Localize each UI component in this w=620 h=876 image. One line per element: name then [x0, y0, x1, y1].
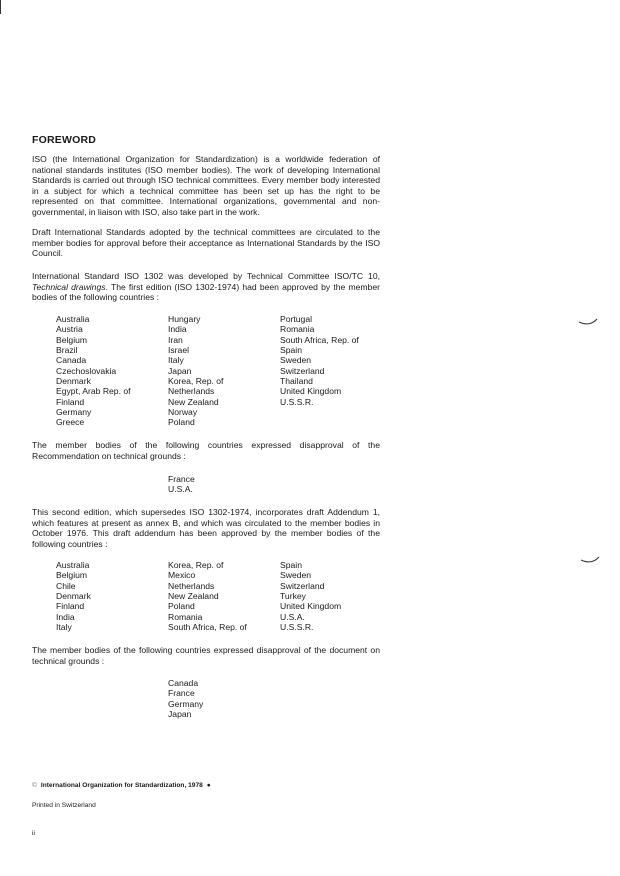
- country-item: United Kingdom: [280, 386, 342, 397]
- country-item: Switzerland: [280, 365, 325, 376]
- country-item: Netherlands: [168, 580, 215, 591]
- country-item: Egypt, Arab Rep. of: [56, 386, 131, 397]
- paragraph-draft-standards: Draft International Standards adopted by the technical committees are circulated to the member bodies for approval before their acceptance as International Standards by the ISO Council.: [32, 227, 380, 259]
- country-item: Iran: [168, 334, 183, 345]
- country-item: Romania: [168, 611, 203, 622]
- country-item: Korea, Rep. of: [168, 376, 224, 387]
- country-item: Austria: [56, 324, 83, 335]
- country-item: Spain: [280, 560, 302, 570]
- country-item: Sweden: [280, 355, 312, 366]
- paragraph-iso-intro: ISO (the International Organization for Standardization) is a worldwide federation of national standards institutes (ISO member bodies). The work of developing International Standards is carried out through ISO technical committees. Every member body interested in a subject for which a technical committee has been set up has the right to be represented on that committee. International organizations, governmental and non-governmental, in liaison with ISO, also take part in the work.: [32, 154, 380, 217]
- scan-edge-mark: [578, 318, 598, 326]
- country-item: Mexico: [168, 570, 196, 581]
- country-item: India: [56, 611, 75, 622]
- copyright-icon: ©: [32, 782, 37, 789]
- country-item: Belgium: [56, 334, 88, 345]
- country-item: France: [168, 688, 195, 699]
- country-item: Netherlands: [168, 386, 215, 397]
- country-item: Korea, Rep. of: [168, 560, 224, 570]
- scan-edge-mark: [580, 556, 600, 564]
- country-item: Canada: [168, 678, 199, 688]
- country-item: Denmark: [56, 376, 91, 387]
- country-item: U.S.S.R.: [280, 396, 314, 407]
- country-item: United Kingdom: [280, 601, 342, 612]
- country-item: Japan: [168, 709, 192, 720]
- country-item: Japan: [168, 365, 192, 376]
- country-item: Switzerland: [280, 580, 325, 591]
- country-item: Germany: [168, 698, 204, 709]
- country-item: Denmark: [56, 591, 91, 602]
- country-item: Norway: [168, 407, 198, 418]
- country-item: Thailand: [280, 376, 313, 387]
- country-item: Italy: [168, 355, 184, 366]
- paragraph-development: International Standard ISO 1302 was developed by Technical Committee ISO/TC 10, Technical drawings. The first edition (ISO 1302-1974) had been approved by the member bodies of the following countries :: [32, 271, 380, 303]
- disapproval-list-addendum: [168, 678, 203, 720]
- country-item: Romania: [280, 324, 315, 335]
- country-item: Brazil: [56, 345, 78, 356]
- paragraph-disapproval-1974: The member bodies of the following countries expressed disapproval of the Recommendation on technical grounds :: [32, 440, 380, 461]
- document-page: [32, 0, 382, 876]
- country-column: [168, 560, 247, 632]
- country-item: South Africa, Rep. of: [280, 334, 359, 345]
- country-column: [168, 314, 223, 428]
- country-item: Sweden: [280, 570, 312, 581]
- country-item: U.S.A.: [168, 484, 193, 495]
- paragraph-second-edition: This second edition, which supersedes ISO 1302-1974, incorporates draft Addendum 1, which features at present as annex B, and which was circulated to the member bodies in October 1976. This draft addendum has been approved by the member bodies of the following countries :: [32, 507, 380, 549]
- country-item: Italy: [56, 622, 72, 633]
- country-item: New Zealand: [168, 591, 219, 602]
- country-item: Australia: [56, 314, 90, 324]
- country-item: Poland: [168, 601, 195, 612]
- country-item: Turkey: [280, 591, 306, 602]
- country-item: Hungary: [168, 314, 201, 324]
- country-item: Spain: [280, 345, 302, 356]
- page-title: FOREWORD: [32, 134, 97, 146]
- country-item: Portugal: [280, 314, 313, 324]
- country-item: Chile: [56, 580, 76, 591]
- scan-corner-mark: [0, 0, 1, 14]
- page-number: ii: [32, 830, 35, 837]
- printed-notice: Printed in Switzerland: [32, 802, 96, 809]
- copyright-notice: © International Organization for Standardization, 1978 ●: [32, 782, 211, 789]
- paragraph-disapproval-addendum: The member bodies of the following countries expressed disapproval of the document on technical grounds :: [32, 645, 380, 666]
- country-item: India: [168, 324, 187, 335]
- country-item: Finland: [56, 396, 85, 407]
- country-item: Israel: [168, 345, 190, 356]
- country-column: [280, 314, 359, 407]
- bullet-icon: ●: [206, 782, 211, 789]
- country-item: Australia: [56, 560, 90, 570]
- disapproval-list-1974: [168, 474, 195, 495]
- country-item: Belgium: [56, 570, 88, 581]
- country-column: [56, 314, 131, 428]
- country-item: Germany: [56, 407, 92, 418]
- country-item: U.S.S.R.: [280, 622, 314, 633]
- country-item: U.S.A.: [280, 611, 305, 622]
- country-item: Greece: [56, 417, 85, 428]
- country-item: Finland: [56, 601, 85, 612]
- country-item: South Africa, Rep. of: [168, 622, 247, 633]
- country-item: France: [168, 474, 195, 484]
- country-column: [56, 560, 91, 632]
- country-column: [280, 560, 341, 632]
- country-item: Czechoslovakia: [56, 365, 117, 376]
- country-item: Canada: [56, 355, 87, 366]
- country-item: Poland: [168, 417, 195, 428]
- country-item: New Zealand: [168, 396, 219, 407]
